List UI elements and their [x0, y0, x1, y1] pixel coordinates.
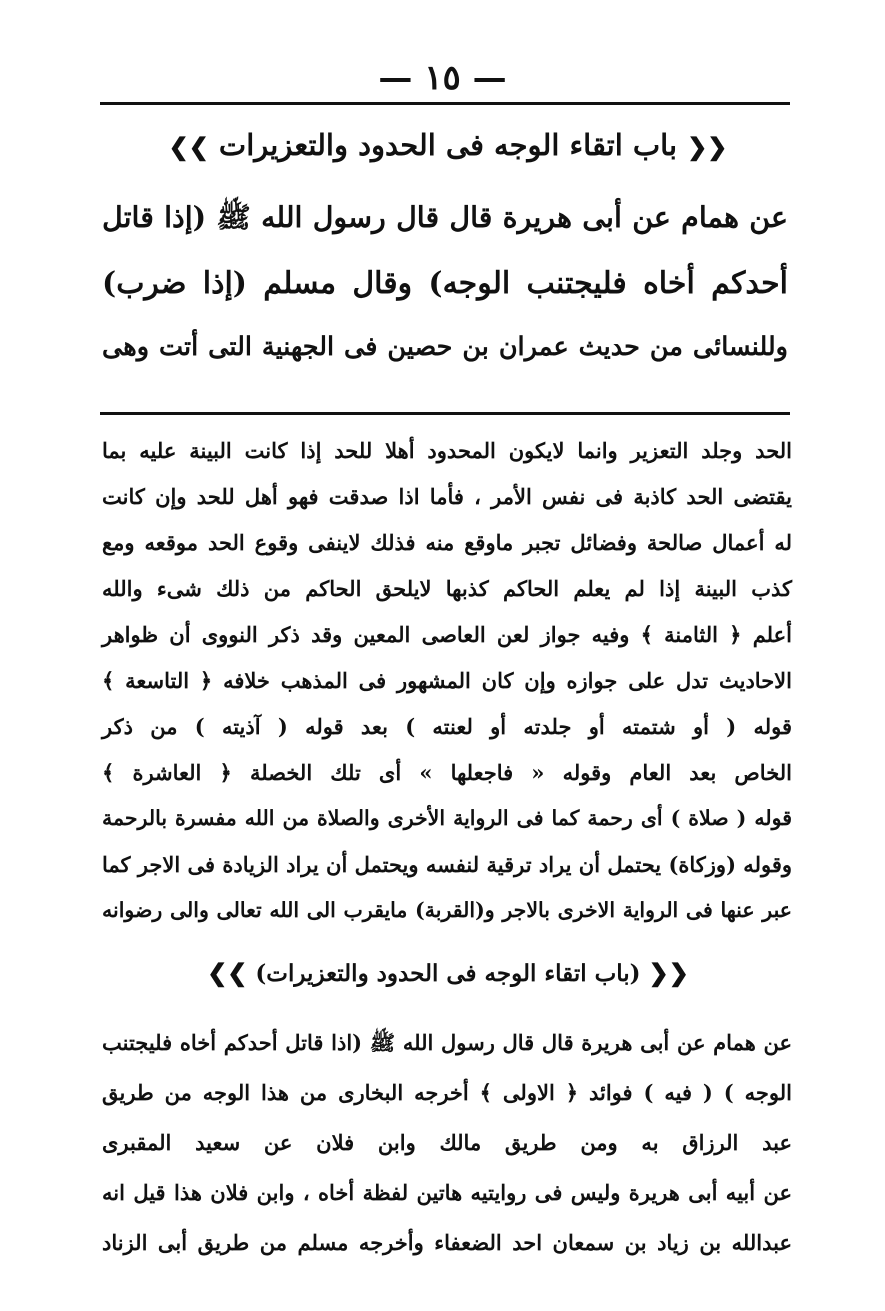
commentary-line: عن أبيه أبى هريرة وليس فى روايتيه هاتين لفظة أخاه ، وابن فلان هذا قيل انه: [102, 1180, 792, 1205]
hadith-line: عن همام عن أبى هريرة قال قال رسول الله ﷺ (إذا قاتل: [102, 200, 788, 234]
commentary-line: له أعمال صالحة وفضائل تجبر ماوقع منه فذلك لاينفى وقوع الحد موقعه ومع: [102, 530, 792, 555]
page-number: — ١٥ —: [378, 58, 507, 98]
commentary-line: الحد وجلد التعزير وانما لايكون المحدود أهلا للحد إذا كانت البينة عليه بما: [102, 438, 792, 463]
commentary-line: قوله ( أو شتمته أو جلدته أو لعنته ) بعد قوله ( آذيته ) من ذكر: [102, 714, 792, 739]
commentary-line: أعلم ﴿ الثامنة ﴾ وفيه جواز لعن العاصى المعين وقد ذكر النووى أن ظواهر: [102, 622, 792, 647]
ornament-left-icon: ❯❯: [168, 132, 209, 161]
ornament-right-icon: ❮❮: [648, 958, 689, 987]
chapter-heading-text: باب اتقاء الوجه فى الحدود والتعزيرات: [218, 128, 678, 162]
commentary-line: الاحاديث تدل على جوازه وإن كان المشهور فى المذهب خلافه ﴿ التاسعة ﴾: [102, 668, 792, 693]
section-subheading: [108, 958, 788, 987]
commentary-line: عبد الرزاق به ومن طريق مالك وابن فلان عن سعيد المقبرى: [102, 1130, 792, 1155]
commentary-line: قوله ( صلاة ) أى رحمة كما فى الرواية الأخرى والصلاة من الله مفسرة بالرحمة: [102, 806, 792, 830]
commentary-line: عن همام عن أبى هريرة قال قال رسول الله ﷺ (اذا قاتل أحدكم أخاه فليجتنب: [102, 1030, 792, 1055]
middle-rule: [100, 412, 790, 415]
top-rule: [100, 102, 790, 105]
hadith-line: أحدكم أخاه فليجتنب الوجه) وقال مسلم (إذا ضرب): [102, 266, 788, 301]
commentary-line: عبدالله بن زياد بن سمعان احد الضعفاء وأخرجه مسلم من طريق أبى الزناد: [102, 1230, 792, 1255]
hadith-line: وللنسائى من حديث عمران بن حصين فى الجهنية التى أتت وهى: [102, 332, 788, 362]
commentary-line: كذب البينة إذا لم يعلم الحاكم كذبها لايلحق الحاكم من ذلك شىء والله: [102, 576, 792, 601]
commentary-line: الوجه ) ( فيه ) فوائد ﴿ الاولى ﴾ أخرجه البخارى من هذا الوجه من طريق: [102, 1080, 792, 1105]
commentary-line: وقوله (وزكاة) يحتمل أن يراد ترقية لنفسه ويحتمل أن يراد الزيادة فى الاجر كما: [101, 852, 792, 877]
commentary-line: الخاص بعد العام وقوله « فاجعلها » أى تلك الخصلة ﴿ العاشرة ﴾: [102, 760, 792, 785]
commentary-line: يقتضى الحد كاذبة فى نفس الأمر ، فأما اذا صدقت فهو أهل للحد وإن كانت: [102, 484, 792, 509]
ornament-left-icon: ❯❯: [207, 958, 248, 987]
chapter-heading: [108, 128, 788, 162]
ornament-right-icon: ❮❮: [687, 132, 728, 161]
commentary-line: عبر عنها فى الرواية الاخرى بالاجر و(القربة) مايقرب الى الله تعالى والى رضوانه: [102, 898, 792, 922]
section-subheading-text: (باب اتقاء الوجه فى الحدود والتعزيرات): [255, 960, 641, 987]
